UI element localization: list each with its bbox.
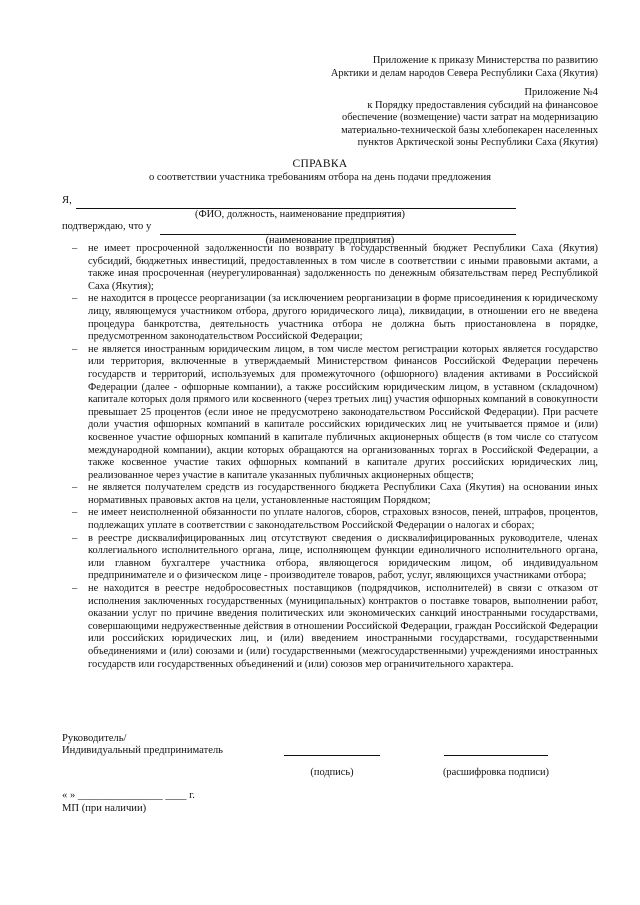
document-subtitle: о соответствии участника требованиям отбора на день подачи предложения bbox=[148, 172, 492, 183]
organization-caption: (наименование предприятия) bbox=[265, 235, 395, 246]
signer-role-line-2: Индивидуальный предприниматель bbox=[62, 745, 224, 756]
appendix-order-line-2: Арктики и делам народов Севера Республики Саха (Якутия) bbox=[330, 67, 598, 79]
i-label: Я, bbox=[62, 195, 72, 206]
confirm-label: подтверждаю, что у bbox=[62, 221, 152, 232]
criterion-item: – не имеет неисполненной обязанности по уплате налогов, сборов, страховых взносов, пеней, штрафов, процентов, подлежащих уплате в соответствии с законодательством Российской Федерации о налогах и сборах; bbox=[72, 507, 598, 532]
signature-field-line[interactable] bbox=[284, 755, 380, 756]
criterion-item: – не имеет просроченной задолженности по возврату в государственный бюджет Республики Саха (Якутия) субсидий, бюджетных инвестиций, предоставленных в том числе в соответствии с иными правовыми актами, а также иная просроченная (неурегулированная) задолженность по денежным обязательствам перед Республикой Саха (Якутия); bbox=[72, 243, 598, 292]
bullet-dash: – bbox=[72, 482, 78, 494]
criterion-item: – не находится в реестре недобросовестных поставщиков (подрядчиков, исполнителей) в связи с отказом от исполнения заключенных государственных (муниципальных) контрактов о поставке товаров, выполнении работ, оказании услуг по причине введения политических или экономических санкций иностранными государствами, совершающими недружественные действия в отношении Российской Федерации, граждан Российской Федерации или российских юридических лиц, и (или) введением иностранными государствами, государственными объединениями и (или) союзами и (или) государственными (межгосударственными) учреждениями иностранных государств или государственных объединений и (или) союзов мер ограничительного характера. bbox=[72, 583, 598, 670]
criterion-item: – в реестре дисквалифицированных лиц отсутствуют сведения о дисквалифицированных руководителе, членах коллегиального исполнительного органа, лице, исполняющем функции единоличного исполнительного органа, или главном бухгалтере участника отбора, являющегося юридическим лицом, об индивидуальном предпринимателе и о физическом лице - производителе товаров, работ, услуг, являющихся участниками отбора; bbox=[72, 532, 598, 582]
appendix-procedure-line-3: обеспечение (возмещение) части затрат на модернизацию bbox=[342, 112, 598, 124]
bullet-dash: – bbox=[72, 343, 78, 355]
appendix-procedure-line-2: к Порядку предоставления субсидий на финансовое bbox=[367, 99, 598, 111]
signature-caption: (подпись) bbox=[310, 767, 354, 778]
criterion-item: – не является иностранным юридическим лицом, в том числе местом регистрации которых является государство или территория, включенные в утверждаемый Министерством финансов Российской Федерации перечень государств и территорий, используемых для промежуточного (офшорного) владения активами в Российской Федерации (далее - офшорные компании), а также российским юридическим лицом, в уставном (складочном) капитале которых доля прямого или косвенного (через третьих лиц) участия офшорных компаний в совокупности превышает 25 процентов (если иное не предусмотрено законодательством Российской Федерации). При расчете доли участия офшорных компаний в капитале российских юридических лиц не учитывается прямое и (или) косвенное участие офшорных компаний в капитале публичных акционерных обществ (в том числе со статусом международной компании), акции которых обращаются на организованных торгах в Российской Федерации, а также косвенное участие таких офшорных компаний в капитале других российских юридических лиц, реализованное через участие в капитале указанных публичных акционерных обществ; bbox=[72, 343, 598, 481]
appendix-procedure-line-4: материально-технической базы хлебопекарен населенных bbox=[341, 124, 598, 136]
criterion-item: – не является получателем средств из государственного бюджета Республики Саха (Якутия) на основании иных нормативных правовых актов на цели, установленные настоящим Порядком; bbox=[72, 482, 598, 506]
fio-caption: (ФИО, должность, наименование предприятия) bbox=[194, 209, 406, 220]
appendix-order-line-1: Приложение к приказу Министерства по развитию bbox=[372, 55, 598, 66]
appendix-number: Приложение №4 bbox=[524, 87, 598, 98]
bullet-dash: – bbox=[72, 293, 78, 305]
bullet-dash: – bbox=[72, 243, 78, 254]
date-line[interactable]: « » ________________ ____ г. bbox=[62, 790, 195, 801]
signature-decode-field-line[interactable] bbox=[444, 755, 548, 756]
signature-decode-caption: (расшифровка подписи) bbox=[442, 767, 550, 778]
document-title: СПРАВКА bbox=[292, 158, 348, 170]
appendix-procedure-header bbox=[341, 87, 598, 150]
bullet-dash: – bbox=[72, 583, 78, 595]
bullet-dash: – bbox=[72, 507, 78, 519]
stamp-label: МП (при наличии) bbox=[62, 803, 147, 814]
appendix-procedure-line-5: пунктов Арктической зоны Республики Саха (Якутия) bbox=[357, 137, 598, 149]
signer-role-line-1: Руководитель/ bbox=[62, 733, 127, 744]
bullet-dash: – bbox=[72, 532, 78, 544]
criterion-item: – не находится в процессе реорганизации (за исключением реорганизации в форме присоединения к юридическому лицу, являющемуся участником отбора, другого юридического лица), ликвидации, в отношении его не введена процедура банкротства, деятельность участника отбора не должна быть приостановлена в порядке, предусмотренном законодательством Российской Федерации; bbox=[72, 293, 598, 343]
criteria-list bbox=[72, 243, 598, 671]
appendix-order-header bbox=[331, 55, 598, 80]
